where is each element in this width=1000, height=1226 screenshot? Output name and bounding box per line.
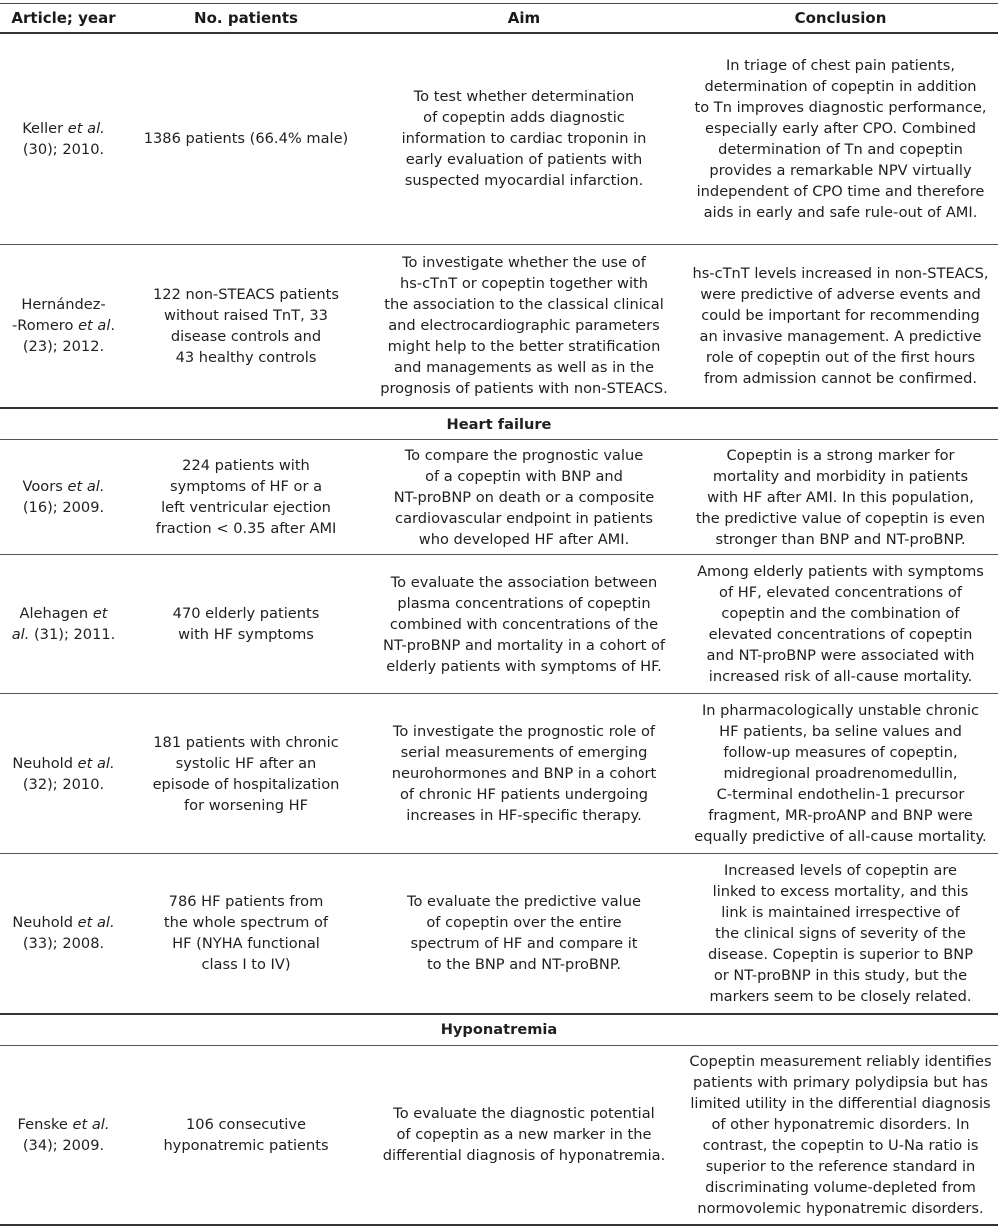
aim-cell: To test whether determination of copeptin adds diagnostic information to cardiac troponin in early evaluation of patients with suspected myocardial infarction. <box>365 33 683 244</box>
article-ref: (32); 2010. <box>22 775 105 793</box>
article-ref: (31); 2011. <box>29 626 116 643</box>
table-row <box>0 694 998 854</box>
article-etal: et al <box>78 317 111 335</box>
article-cell <box>0 244 127 408</box>
article-cell <box>0 694 127 854</box>
article-ref: . (23); 2012. <box>22 317 116 356</box>
header-row <box>0 4 998 34</box>
article-author: Alehagen <box>19 605 93 622</box>
article-ref: (34); 2009. <box>22 1136 105 1154</box>
article-cell <box>0 555 127 694</box>
article-author: Voors <box>22 478 68 495</box>
patients-cell: 181 patients with chronic systolic HF after an episode of hospitalization for worsening HF <box>127 694 365 854</box>
table-row <box>0 854 998 1014</box>
aim-cell: To evaluate the association between plasma concentrations of copeptin combined with concentrations of the NT-proBNP and mortality in a cohort of elderly patients with symptoms of HF. <box>365 555 683 694</box>
aim-cell: To compare the prognostic value of a copeptin with BNP and NT-proBNP on death or a composite cardiovascular endpoint in patients who developed HF after AMI. <box>365 440 683 555</box>
table-row <box>0 33 998 244</box>
patients-cell: 106 consecutive hyponatremic patients <box>127 1045 365 1225</box>
aim-cell: To investigate whether the use of hs-cTnT or copeptin together with the association to the classical clinical and electrocardiographic parameters might help to the better stratification and managements as well as in the prognosis of patients with non-STEACS. <box>365 244 683 408</box>
article-cell <box>0 33 127 244</box>
copeptin-studies-table <box>0 3 998 1226</box>
patients-cell: 224 patients with symptoms of HF or a left ventricular ejection fraction < 0.35 after AMI <box>127 440 365 555</box>
header-conclusion: Conclusion <box>683 4 998 34</box>
aim-cell: To investigate the prognostic role of serial measurements of emerging neurohormones and BNP in a cohort of chronic HF patients undergoing increases in HF-specific therapy. <box>365 694 683 854</box>
section-heading-heart-failure: Heart failure <box>0 408 998 440</box>
article-etal: et al. <box>77 914 115 932</box>
conclusion-cell: Copeptin measurement reliably identifies patients with primary polydipsia but has limited utility in the differential diagnosis of other hyponatremic disorders. In contrast, the copeptin to U-Na ratio is superior to the reference standard in discriminating volume-depleted from normovolemic hyponatremic disorders. <box>683 1045 998 1225</box>
conclusion-cell: Increased levels of copeptin are linked to excess mortality, and this link is maintained irrespective of the clinical signs of severity of the disease. Copeptin is superior to BNP or NT-proBNP in this study, but the markers seem to be closely related. <box>683 854 998 1014</box>
patients-cell: 786 HF patients from the whole spectrum of HF (NYHA functional class I to IV) <box>127 854 365 1014</box>
article-author: Keller <box>22 119 68 137</box>
article-etal: et al. <box>67 119 105 137</box>
conclusion-cell: Among elderly patients with symptoms of HF, elevated concentrations of copeptin and the combination of elevated concentrations of copeptin and NT-proBNP were associated with increased risk of all-cause mortality. <box>683 555 998 694</box>
article-etal: et al. <box>72 1115 110 1133</box>
table-row <box>0 555 998 694</box>
article-etal: et al. <box>77 754 115 772</box>
article-ref: (16); 2009. <box>22 499 105 516</box>
patients-cell: 122 non-STEACS patients without raised TnT, 33 disease controls and 43 healthy controls <box>127 244 365 408</box>
aim-cell: To evaluate the predictive value of copeptin over the entire spectrum of HF and compare it to the BNP and NT-proBNP. <box>365 854 683 1014</box>
section-heading-hyponatremia: Hyponatremia <box>0 1014 998 1046</box>
article-etal: et al. <box>67 478 105 495</box>
conclusion-cell: In pharmacologically unstable chronic HF patients, ba seline values and follow-up measures of copeptin, midregional proadrenomedullin, C-terminal endothelin-1 precursor fragment, MR-proANP and BNP were equally predictive of all-cause mortality. <box>683 694 998 854</box>
patients-cell: 470 elderly patients with HF symptoms <box>127 555 365 694</box>
article-author: Neuhold <box>12 914 78 932</box>
table-row <box>0 1045 998 1225</box>
article-cell <box>0 440 127 555</box>
table-row <box>0 244 998 408</box>
section-row <box>0 408 998 440</box>
header-patients: No. patients <box>127 4 365 34</box>
conclusion-cell: hs-cTnT levels increased in non-STEACS, were predictive of adverse events and could be important for recommending an invasive management. A predictive role of copeptin out of the first hours from admission cannot be confirmed. <box>683 244 998 408</box>
article-cell <box>0 1045 127 1225</box>
article-author: Fenske <box>17 1115 73 1133</box>
section-row <box>0 1014 998 1046</box>
article-ref: (33); 2008. <box>22 935 105 953</box>
patients-cell: 1386 patients (66.4% male) <box>127 33 365 244</box>
conclusion-cell: Copeptin is a strong marker for mortality and morbidity in patients with HF after AMI. In this population, the predictive value of copeptin is even stronger than BNP and NT-proBNP. <box>683 440 998 555</box>
article-ref: (30); 2010. <box>22 140 105 158</box>
header-aim: Aim <box>365 4 683 34</box>
table-row <box>0 440 998 555</box>
aim-cell: To evaluate the diagnostic potential of copeptin as a new marker in the differential diagnosis of hyponatremia. <box>365 1045 683 1225</box>
article-author: Neuhold <box>12 754 78 772</box>
header-article: Article; year <box>0 4 127 34</box>
conclusion-cell: In triage of chest pain patients, determination of copeptin in addition to Tn improves diagnostic performance, especially early after CPO. Combined determination of Tn and copeptin provides a remarkable NPV virtually independent of CPO time and therefore aids in early and safe rule-out of AMI. <box>683 33 998 244</box>
article-cell <box>0 854 127 1014</box>
article-etal: et al. <box>11 605 108 643</box>
article-author: Hernández- -Romero <box>11 296 106 335</box>
